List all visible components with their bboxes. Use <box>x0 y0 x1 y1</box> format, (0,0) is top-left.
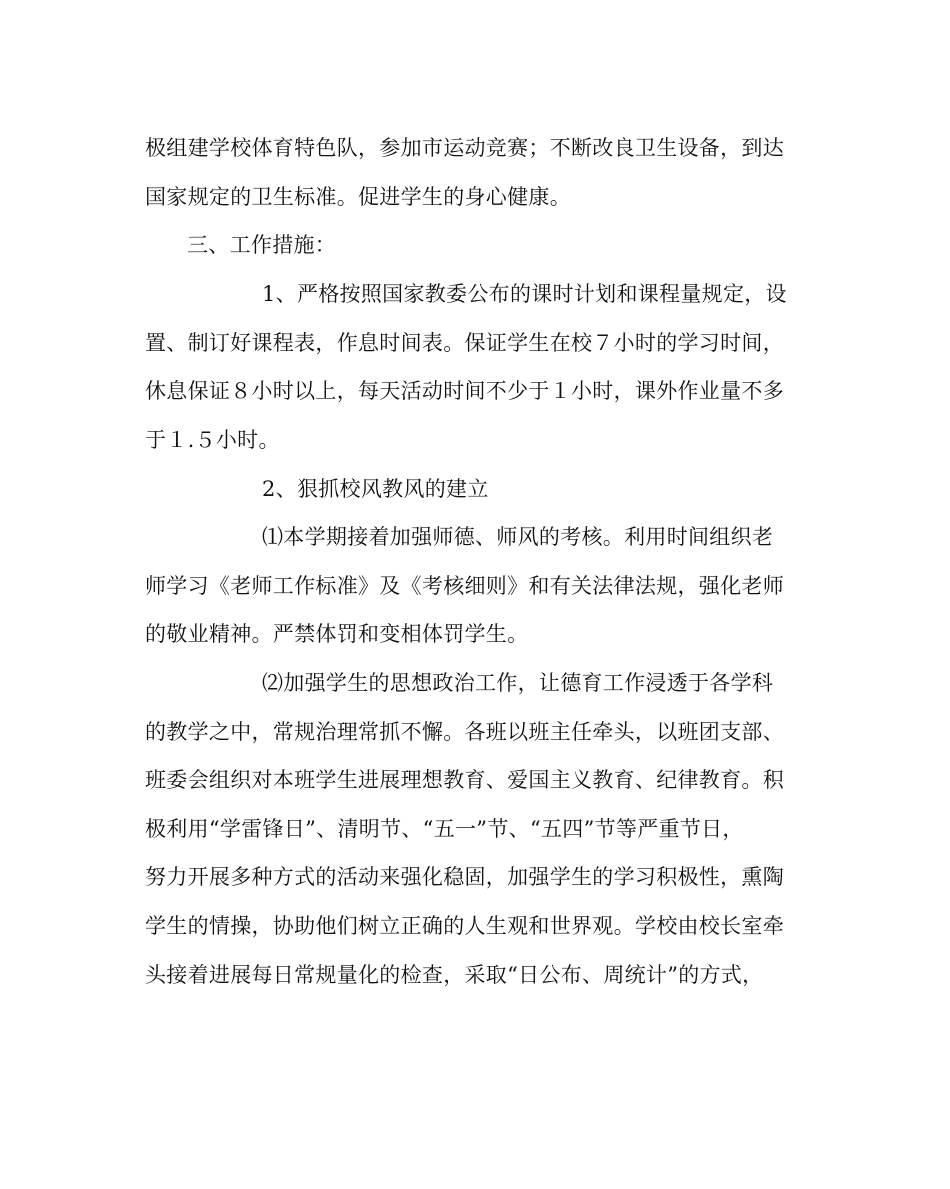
paragraph-line: 于１.５小时。 <box>145 428 280 452</box>
paragraph-line: 的敬业精神。严禁体罚和变相体罚学生。 <box>145 622 529 646</box>
paragraph-line: 极利用“学雷锋日”、清明节、“五一”节、“五四”节等严重节日， <box>145 817 744 841</box>
paragraph-line: 师学习《老师工作标准》及《考核细则》和有关法律法规，强化老师 <box>145 574 784 598</box>
paragraph-line: 头接着进展每日常规量化的检查，采取“日公布、周统计”的方式， <box>145 963 764 987</box>
paragraph-line: 努力开展多种方式的活动来强化稳固，加强学生的学习积极性，熏陶 <box>145 865 784 889</box>
paragraph-line: 1、严格按照国家教委公布的课时计划和课程量规定，设 <box>262 282 787 306</box>
paragraph-line: 学生的情操，协助他们树立正确的人生观和世界观。学校由校长室牵 <box>145 914 784 938</box>
paragraph-line: ⑴本学期接着加强师德、师风的考核。利用时间组织老 <box>262 525 774 549</box>
paragraph-line: 置、制订好课程表，作息时间表。保证学生在校７小时的学习时间， <box>145 331 784 355</box>
paragraph-line: ⑵加强学生的思想政治工作，让德育工作浸透于各学科 <box>262 671 774 695</box>
paragraph-line: 的教学之中，常规治理常抓不懈。各班以班主任牵头，以班团支部、 <box>145 720 784 744</box>
paragraph-line: 国家规定的卫生标准。促进学生的身心健康。 <box>145 185 571 209</box>
paragraph-line: 极组建学校体育特色队，参加市运动竞赛；不断改良卫生设备，到达 <box>145 136 784 160</box>
paragraph-line: 休息保证８小时以上，每天活动时间不少于１小时，课外作业量不多 <box>145 379 784 403</box>
section-heading: 三、工作措施： <box>187 233 337 257</box>
subsection-heading: 2、狠抓校风教风的建立 <box>262 477 489 501</box>
paragraph-line: 班委会组织对本班学生进展理想教育、爱国主义教育、纪律教育。积 <box>145 768 784 792</box>
